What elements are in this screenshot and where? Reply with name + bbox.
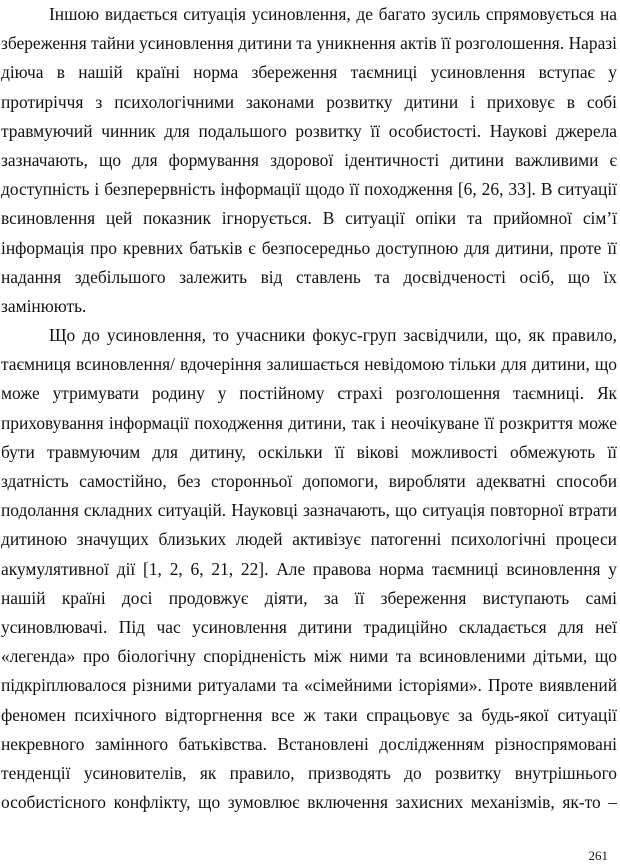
text-line: діюча в нашій країні норма збереження таємниці усиновлення вступає у [1,62,617,83]
text-line: інформація про кревних батьків є безпосередньо доступною для дитини, проте її [1,237,617,258]
text-line: феномен психічного відторгнення все ж таки спрацьовує за будь-якої ситуації [1,704,617,725]
text-line: підкріплювалося різними ритуалами та «сімейними історіями». Проте виявлений [1,675,617,696]
text-line: замінюють. [1,295,87,316]
text-line: може утримувати родину у постійному страхі розголошення таємниці. Як [1,383,617,404]
text-line: протиріччя з психологічними законами розвитку дитини і приховує в собі [1,91,617,112]
text-line: усиновлювачі. Під час усиновлення дитини традиційно складається для неї [1,616,617,637]
text-line: всиновлення цей показник ігнорується. В ситуації опіки та прийомної сім’ї [1,208,617,229]
text-line: некревного замінного батьківства. Встановлені дослідженням різноспрямовані [1,733,617,754]
page-number: 261 [588,848,608,863]
text-line: збереження тайни усиновлення дитини та уникнення актів її розголошення. Наразі [1,33,617,54]
text-line: доступність і безперервність інформації щодо її походження [6, 26, 33]. В ситуації [1,179,617,200]
text-line: Що до усиновлення, то учасники фокус-груп засвідчили, що, як правило, [49,325,617,346]
text-line: зазначають, що для формування здорової ідентичності дитини важливими є [1,149,617,170]
text-line: тенденції усиновителів, як правило, призводять до розвитку внутрішнього [1,762,617,783]
text-line: акумулятивної дії [1, 2, 6, 21, 22]. Але правова норма таємниці всиновлення у [1,558,617,579]
text-line: травмуючий чинник для подальшого розвитку її особистості. Наукові джерела [1,120,617,141]
text-line: таємниця всиновлення/ вдочеріння залишається невідомою тільки для дитини, що [1,354,617,375]
text-line: бути травмуючим для дитину, оскільки її вікові можливості обмежують її [1,441,617,462]
text-line: надання здебільшого залежить від ставлень та досвідченості осіб, що їх [1,266,617,287]
text-line: нашій країні досі продовжує діяти, за її збереження виступають самі [1,587,617,608]
text-line: здатність самостійно, без сторонньої допомоги, виробляти адекватні способи [1,471,617,491]
text-line: Іншою видається ситуація усиновлення, де багато зусиль спрямовується на [49,4,617,24]
text-line: подолання складних ситуацій. Науковці зазначають, що ситуація повторної втрати [1,500,617,521]
text-line: приховування інформації походження дитини, так і неочікуване її розкриття може [1,412,617,433]
text-line: «легенда» про біологічну спорідненість між ними та всиновленими дітьми, що [1,646,617,667]
text-line: особистісного конфлікту, що зумовлює включення захисних механізмів, як-то – [1,792,617,813]
text-line: дитиною значущих близьких людей активізує патогенні психологічні процеси [1,529,617,550]
body-text [1,0,617,817]
